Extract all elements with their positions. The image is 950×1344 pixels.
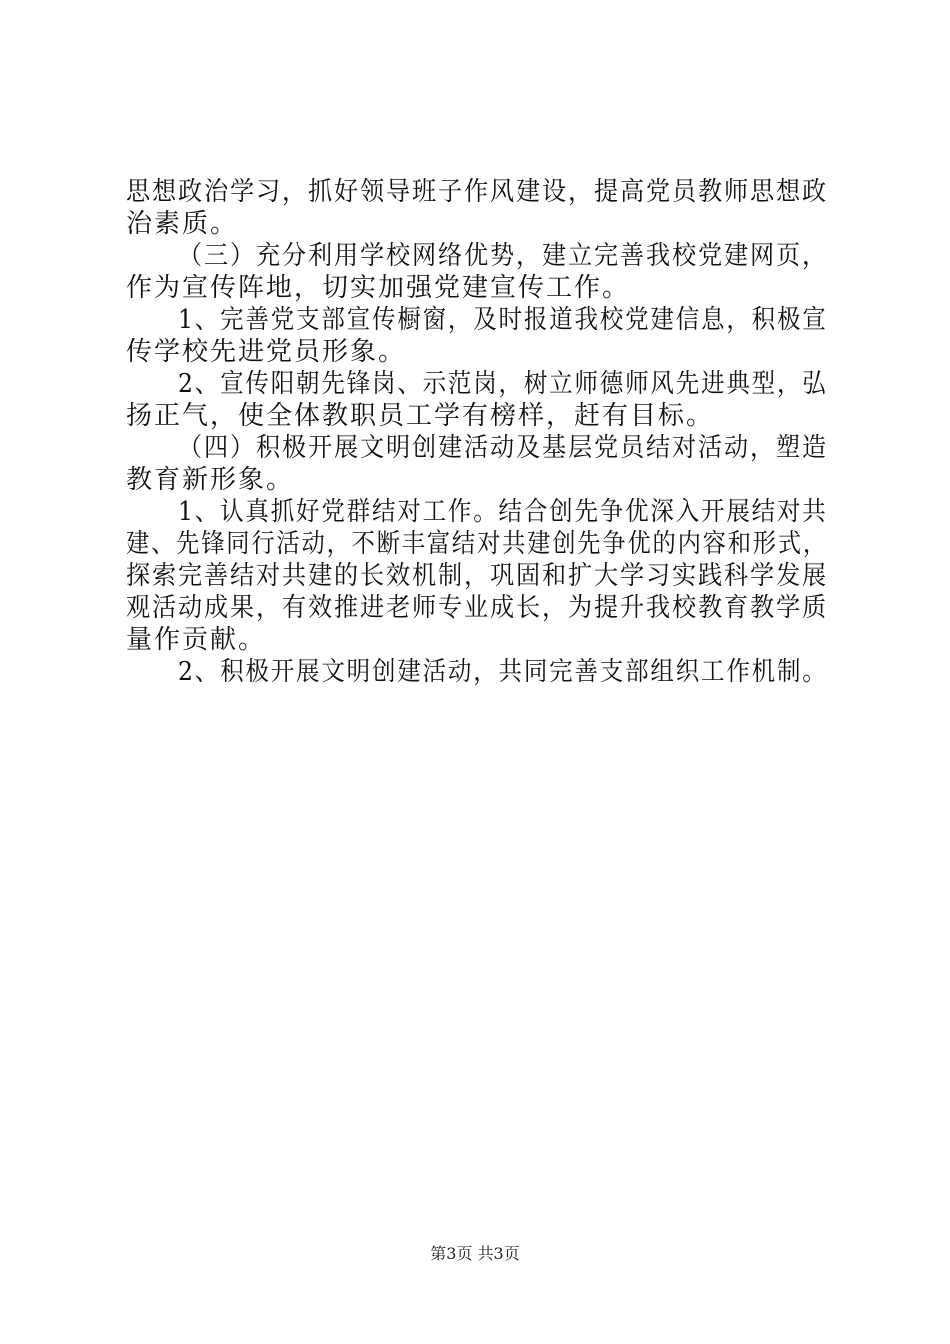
body-line-7: 2、宣传阳朝先锋岗、示范岗，树立师德师风先进典型，弘 <box>178 369 828 399</box>
body-line-5: 1、完善党支部宣传橱窗，及时报道我校党建信息，积极宣 <box>178 305 828 335</box>
body-line-9: （四）积极开展文明创建活动及基层党员结对活动，塑造 <box>178 433 829 463</box>
body-line-6: 传学校先进党员形象。 <box>126 337 407 367</box>
body-line-4: 作为宣传阵地，切实加强党建宣传工作。 <box>126 273 631 303</box>
body-line-10: 教育新形象。 <box>126 465 295 495</box>
body-line-12: 建、先锋同行活动，不断丰富结对共建创先争优的内容和形式， <box>126 529 829 559</box>
page-number-footer: 第3页 共3页 <box>430 1244 520 1263</box>
body-line-2: 治素质。 <box>126 209 239 239</box>
body-line-1: 思想政治学习，抓好领导班子作风建设，提高党员教师思想政 <box>126 177 829 207</box>
body-line-11: 1、认真抓好党群结对工作。结合创先争优深入开展结对共 <box>178 497 828 527</box>
body-line-3: （三）充分利用学校网络优势，建立完善我校党建网页， <box>178 241 829 271</box>
body-line-13: 探索完善结对共建的长效机制，巩固和扩大学习实践科学发展 <box>126 561 829 591</box>
body-line-14: 观活动成果，有效推进老师专业成长，为提升我校教育教学质 <box>126 593 829 623</box>
body-line-8: 扬正气，使全体教职员工学有榜样，赶有目标。 <box>126 401 715 431</box>
body-line-16: 2、积极开展文明创建活动，共同完善支部组织工作机制。 <box>178 657 828 687</box>
body-line-15: 量作贡献。 <box>126 625 267 655</box>
